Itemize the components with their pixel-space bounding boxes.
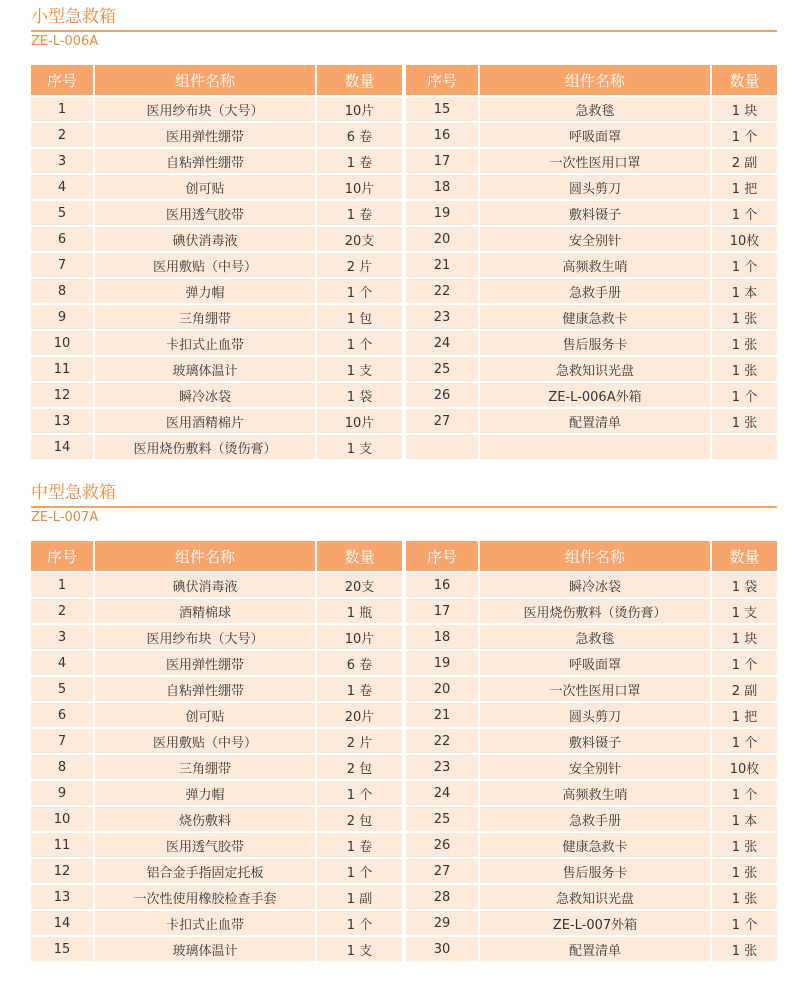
table-row: [406, 175, 777, 199]
table-row: [31, 729, 402, 753]
item-index: 3: [31, 625, 93, 649]
item-name: 售后服务卡: [478, 859, 710, 883]
item-index: 8: [31, 755, 93, 779]
item-index: 4: [31, 651, 93, 675]
item-quantity: 1 支: [710, 599, 777, 623]
table-row: [406, 937, 777, 961]
item-quantity: 1 卷: [315, 677, 402, 701]
item-quantity: 1 个: [710, 383, 777, 407]
table-row: [31, 305, 402, 329]
item-index: 16: [406, 123, 478, 147]
item-index: 15: [406, 97, 478, 121]
item-index: 19: [406, 201, 478, 225]
item-quantity: 2 副: [710, 677, 777, 701]
table-row: [31, 911, 402, 935]
table-row: [406, 755, 777, 779]
item-quantity: 1 个: [710, 123, 777, 147]
item-name: 呼吸面罩: [478, 123, 710, 147]
item-name: 碘伏消毒液: [93, 573, 315, 597]
table-row: [406, 625, 777, 649]
header-name: 组件名称: [93, 541, 315, 571]
item-name: 医用酒精棉片: [93, 409, 315, 433]
item-index: 19: [406, 651, 478, 675]
item-name: 自粘弹性绷带: [93, 149, 315, 173]
item-quantity: 1 卷: [315, 149, 402, 173]
item-quantity: 20支: [315, 573, 402, 597]
item-name: ZE-L-007外箱: [478, 911, 710, 935]
table-row: [406, 383, 777, 407]
table-row: [406, 703, 777, 727]
item-index: 6: [31, 703, 93, 727]
item-quantity: 1 袋: [710, 573, 777, 597]
item-quantity: 2 包: [315, 755, 402, 779]
item-name: 安全别针: [478, 227, 710, 251]
section-title: 中型急救箱: [31, 483, 116, 503]
item-quantity: 1 副: [315, 885, 402, 909]
item-index: 21: [406, 703, 478, 727]
item-name: 急救毯: [478, 97, 710, 121]
item-name: 急救毯: [478, 625, 710, 649]
table-row: [406, 807, 777, 831]
item-index: 17: [406, 599, 478, 623]
item-name: 自粘弹性绷带: [93, 677, 315, 701]
header-index: 序号: [406, 541, 478, 571]
item-quantity: 1 个: [710, 651, 777, 675]
item-quantity: 1 张: [710, 859, 777, 883]
item-name: 玻璃体温计: [93, 357, 315, 381]
item-quantity: 1 把: [710, 175, 777, 199]
item-index: 14: [31, 435, 93, 459]
item-quantity: 1 张: [710, 331, 777, 355]
title-divider: [31, 30, 777, 32]
table-row: [31, 227, 402, 251]
item-name: 医用透气胶带: [93, 833, 315, 857]
table-row: [31, 123, 402, 147]
item-quantity: 2 副: [710, 149, 777, 173]
table-row: [31, 885, 402, 909]
table-header-row: [406, 541, 777, 571]
table-row: [406, 227, 777, 251]
item-index: 21: [406, 253, 478, 277]
item-index: 5: [31, 677, 93, 701]
model-number: ZE-L-006A: [31, 34, 99, 49]
item-quantity: 1 本: [710, 279, 777, 303]
item-name: 售后服务卡: [478, 331, 710, 355]
item-quantity: 2 片: [315, 253, 402, 277]
item-quantity: 10片: [315, 175, 402, 199]
header-qty: 数量: [710, 541, 777, 571]
item-quantity: 1 本: [710, 807, 777, 831]
table-row: [31, 435, 402, 459]
table-row: [31, 573, 402, 597]
item-index: 16: [406, 573, 478, 597]
item-name: 创可贴: [93, 703, 315, 727]
table-row: [406, 279, 777, 303]
table-row: [31, 331, 402, 355]
item-name: 卡扣式止血带: [93, 331, 315, 355]
item-name: 瞬冷冰袋: [478, 573, 710, 597]
item-index: 13: [31, 409, 93, 433]
table-row: [31, 599, 402, 623]
item-quantity: 6 卷: [315, 651, 402, 675]
item-index: 18: [406, 175, 478, 199]
item-quantity: 1 个: [315, 279, 402, 303]
item-index: [406, 435, 478, 459]
table-row: [31, 859, 402, 883]
header-index: 序号: [406, 65, 478, 95]
item-quantity: 1 支: [315, 937, 402, 961]
item-quantity: 1 支: [315, 435, 402, 459]
medium-kit-section: [31, 482, 777, 972]
item-quantity: 1 个: [710, 781, 777, 805]
item-name: 医用弹性绷带: [93, 651, 315, 675]
header-qty: 数量: [315, 65, 402, 95]
item-quantity: 1 张: [710, 357, 777, 381]
item-name: ZE-L-006A外箱: [478, 383, 710, 407]
header-name: 组件名称: [93, 65, 315, 95]
item-name: 圆头剪刀: [478, 175, 710, 199]
table-row: [406, 781, 777, 805]
item-name: 医用透气胶带: [93, 201, 315, 225]
item-index: 9: [31, 781, 93, 805]
table-row: [31, 253, 402, 277]
item-index: 3: [31, 149, 93, 173]
item-name: 弹力帽: [93, 279, 315, 303]
item-quantity: 20片: [315, 703, 402, 727]
table-row: [406, 201, 777, 225]
item-index: 27: [406, 859, 478, 883]
item-name: 一次性医用口罩: [478, 149, 710, 173]
item-quantity: 2 包: [315, 807, 402, 831]
section-title: 小型急救箱: [31, 7, 116, 27]
item-index: 9: [31, 305, 93, 329]
item-index: 17: [406, 149, 478, 173]
table-row: [406, 859, 777, 883]
item-index: 4: [31, 175, 93, 199]
item-name: 三角绷带: [93, 755, 315, 779]
item-index: 7: [31, 729, 93, 753]
table-row: [31, 97, 402, 121]
header-qty: 数量: [315, 541, 402, 571]
item-name: 急救知识光盘: [478, 357, 710, 381]
table-row: [406, 409, 777, 433]
item-name: 医用纱布块（大号）: [93, 625, 315, 649]
item-index: 30: [406, 937, 478, 961]
table-row: [31, 781, 402, 805]
item-name: [478, 435, 710, 459]
item-quantity: 1 个: [710, 911, 777, 935]
components-table-right: [406, 63, 777, 461]
table-header-row: [31, 541, 402, 571]
item-name: 配置清单: [478, 937, 710, 961]
item-quantity: 1 卷: [315, 833, 402, 857]
item-index: 23: [406, 305, 478, 329]
item-quantity: 2 片: [315, 729, 402, 753]
item-name: 医用烧伤敷料（烫伤膏）: [93, 435, 315, 459]
item-quantity: 1 块: [710, 97, 777, 121]
item-index: 25: [406, 357, 478, 381]
item-index: 28: [406, 885, 478, 909]
item-index: 1: [31, 97, 93, 121]
item-index: 8: [31, 279, 93, 303]
table-row: [406, 97, 777, 121]
item-index: 12: [31, 859, 93, 883]
item-index: 24: [406, 781, 478, 805]
components-table-left: [31, 63, 402, 461]
table-row: [406, 911, 777, 935]
item-index: 22: [406, 729, 478, 753]
table-row: [406, 123, 777, 147]
item-index: 13: [31, 885, 93, 909]
table-row: [31, 677, 402, 701]
item-index: 25: [406, 807, 478, 831]
header-index: 序号: [31, 541, 93, 571]
item-name: 呼吸面罩: [478, 651, 710, 675]
item-quantity: 10枚: [710, 227, 777, 251]
item-name: 玻璃体温计: [93, 937, 315, 961]
table-row: [31, 937, 402, 961]
table-row: [31, 625, 402, 649]
item-quantity: 10枚: [710, 755, 777, 779]
table-row: [31, 149, 402, 173]
table-header-row: [31, 65, 402, 95]
table-row: [31, 279, 402, 303]
table-row: [31, 833, 402, 857]
table-header-row: [406, 65, 777, 95]
item-name: 敷料镊子: [478, 201, 710, 225]
item-name: 健康急救卡: [478, 833, 710, 857]
item-name: 急救知识光盘: [478, 885, 710, 909]
item-index: 26: [406, 383, 478, 407]
header-name: 组件名称: [478, 65, 710, 95]
item-index: 18: [406, 625, 478, 649]
table-row: [406, 599, 777, 623]
model-number: ZE-L-007A: [31, 510, 99, 525]
item-name: 弹力帽: [93, 781, 315, 805]
item-name: 铝合金手指固定托板: [93, 859, 315, 883]
item-index: 23: [406, 755, 478, 779]
item-name: 健康急救卡: [478, 305, 710, 329]
item-name: 医用烧伤敷料（烫伤膏）: [478, 599, 710, 623]
table-row: [31, 651, 402, 675]
item-quantity: [710, 435, 777, 459]
item-quantity: 1 个: [315, 781, 402, 805]
item-name: 急救手册: [478, 279, 710, 303]
table-row: [406, 305, 777, 329]
item-index: 5: [31, 201, 93, 225]
item-quantity: 1 袋: [315, 383, 402, 407]
item-name: 医用纱布块（大号）: [93, 97, 315, 121]
item-name: 安全别针: [478, 755, 710, 779]
item-name: 酒精棉球: [93, 599, 315, 623]
item-quantity: 1 个: [315, 911, 402, 935]
table-row: [31, 807, 402, 831]
item-quantity: 1 个: [710, 729, 777, 753]
item-index: 2: [31, 123, 93, 147]
header-name: 组件名称: [478, 541, 710, 571]
item-index: 20: [406, 227, 478, 251]
item-name: 急救手册: [478, 807, 710, 831]
item-name: 圆头剪刀: [478, 703, 710, 727]
item-quantity: 1 个: [315, 331, 402, 355]
item-index: 12: [31, 383, 93, 407]
table-row: [406, 729, 777, 753]
item-index: 10: [31, 807, 93, 831]
components-table-right: [406, 539, 777, 963]
item-quantity: 1 张: [710, 305, 777, 329]
item-index: 7: [31, 253, 93, 277]
table-row: [406, 885, 777, 909]
item-quantity: 1 块: [710, 625, 777, 649]
item-quantity: 1 支: [315, 357, 402, 381]
item-name: 卡扣式止血带: [93, 911, 315, 935]
item-name: 创可贴: [93, 175, 315, 199]
header-index: 序号: [31, 65, 93, 95]
table-row: [31, 409, 402, 433]
item-index: 11: [31, 833, 93, 857]
item-name: 敷料镊子: [478, 729, 710, 753]
table-row: [31, 357, 402, 381]
small-kit-section: [31, 6, 777, 466]
header-qty: 数量: [710, 65, 777, 95]
table-row: [31, 755, 402, 779]
table-row: [31, 175, 402, 199]
item-name: 三角绷带: [93, 305, 315, 329]
table-row: [31, 703, 402, 727]
table-row: [31, 383, 402, 407]
item-name: 烧伤敷料: [93, 807, 315, 831]
item-quantity: 10片: [315, 625, 402, 649]
item-index: 26: [406, 833, 478, 857]
item-quantity: 1 张: [710, 833, 777, 857]
item-quantity: 1 张: [710, 885, 777, 909]
item-name: 配置清单: [478, 409, 710, 433]
table-row: [406, 253, 777, 277]
item-name: 高频救生哨: [478, 253, 710, 277]
item-index: 24: [406, 331, 478, 355]
item-index: 27: [406, 409, 478, 433]
item-index: 22: [406, 279, 478, 303]
item-quantity: 1 个: [710, 201, 777, 225]
table-row: [406, 651, 777, 675]
table-row: [406, 435, 777, 459]
item-index: 10: [31, 331, 93, 355]
table-row: [406, 833, 777, 857]
item-index: 2: [31, 599, 93, 623]
item-name: 医用敷贴（中号）: [93, 253, 315, 277]
item-quantity: 10片: [315, 409, 402, 433]
item-index: 15: [31, 937, 93, 961]
item-name: 医用弹性绷带: [93, 123, 315, 147]
item-index: 1: [31, 573, 93, 597]
item-quantity: 1 瓶: [315, 599, 402, 623]
item-quantity: 1 张: [710, 937, 777, 961]
table-row: [406, 331, 777, 355]
item-name: 一次性医用口罩: [478, 677, 710, 701]
item-quantity: 1 把: [710, 703, 777, 727]
item-name: 碘伏消毒液: [93, 227, 315, 251]
item-quantity: 1 包: [315, 305, 402, 329]
item-index: 20: [406, 677, 478, 701]
item-quantity: 20支: [315, 227, 402, 251]
item-index: 11: [31, 357, 93, 381]
item-name: 医用敷贴（中号）: [93, 729, 315, 753]
item-index: 14: [31, 911, 93, 935]
item-quantity: 1 张: [710, 409, 777, 433]
item-quantity: 1 个: [710, 253, 777, 277]
table-row: [406, 149, 777, 173]
item-index: 29: [406, 911, 478, 935]
item-quantity: 1 卷: [315, 201, 402, 225]
table-row: [31, 201, 402, 225]
item-quantity: 6 卷: [315, 123, 402, 147]
item-index: 6: [31, 227, 93, 251]
table-row: [406, 677, 777, 701]
table-row: [406, 573, 777, 597]
item-quantity: 1 个: [315, 859, 402, 883]
item-name: 一次性使用橡胶检查手套: [93, 885, 315, 909]
components-table-left: [31, 539, 402, 963]
table-row: [406, 357, 777, 381]
item-quantity: 10片: [315, 97, 402, 121]
item-name: 高频救生哨: [478, 781, 710, 805]
item-name: 瞬冷冰袋: [93, 383, 315, 407]
title-divider: [31, 506, 777, 508]
